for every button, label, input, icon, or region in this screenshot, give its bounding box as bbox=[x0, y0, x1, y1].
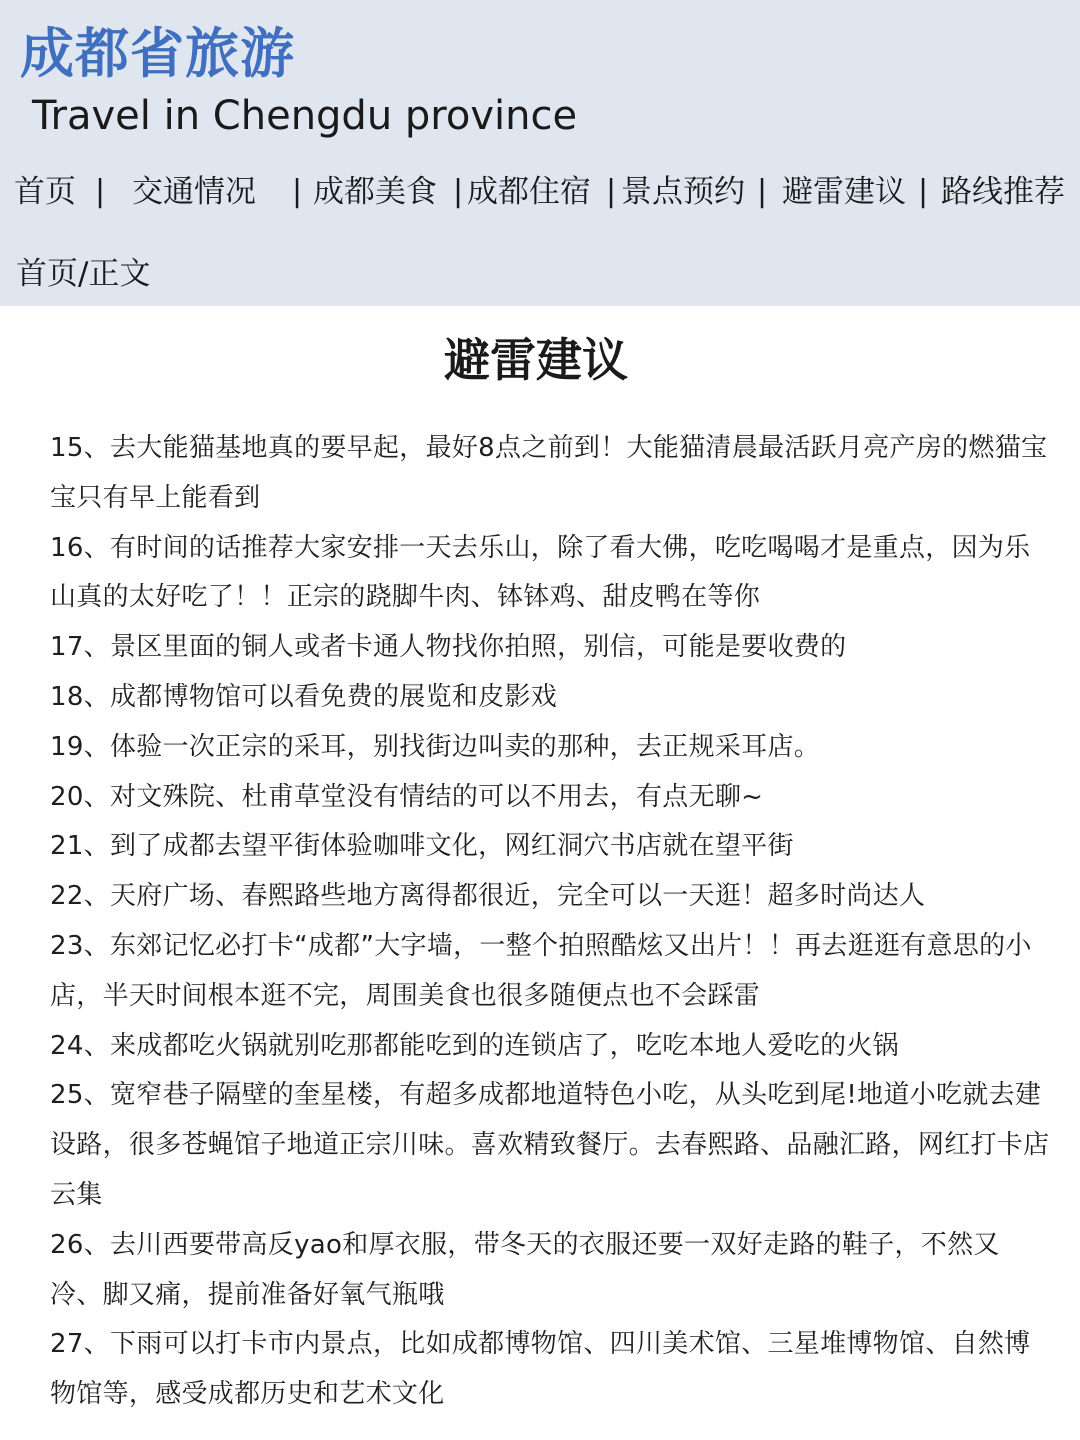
list-item: 15、去大能猫基地真的要早起，最好8点之前到！大能猫清晨最活跃月亮产房的燃猫宝宝只有早上能看到 bbox=[50, 433, 1048, 513]
nav-separator: | bbox=[918, 174, 929, 209]
list-item: 25、宽窄巷子隔壁的奎星楼，有超多成都地道特色小吃，从头吃到尾!地道小吃就去建设路，很多苍蝇馆子地道正宗川味。喜欢精致餐厅。去春熙路、品融汇路，网红打卡店云集 bbox=[50, 1080, 1050, 1210]
list-item: 21、到了成都去望平街体验咖啡文化，网红洞穴书店就在望平街 bbox=[50, 831, 794, 862]
list-item: 18、成都博物馆可以看免费的展览和皮影戏 bbox=[50, 681, 558, 712]
nav-separator: | bbox=[757, 174, 768, 209]
nav-separator: | bbox=[606, 174, 617, 209]
nav-item-booking[interactable]: 景点预约 bbox=[621, 174, 745, 210]
main-nav bbox=[0, 160, 1080, 224]
nav-item-lodging[interactable]: 成都住宿 bbox=[467, 174, 591, 210]
nav-item-food[interactable]: 成都美食 bbox=[313, 174, 437, 210]
list-item: 16、有时间的话推荐大家安排一天去乐山，除了看大佛，吃吃喝喝才是重点，因为乐山真的太好吃了！！正宗的跷脚牛肉、钵钵鸡、甜皮鸭在等你 bbox=[50, 532, 1031, 613]
nav-separator: | bbox=[292, 174, 303, 209]
nav-separator: | bbox=[453, 174, 464, 209]
list-item: 17、景区里面的铜人或者卡通人物找你拍照，别信，可能是要收费的 bbox=[50, 632, 847, 663]
page-title: 避雷建议 bbox=[444, 333, 628, 387]
nav-item-tips[interactable]: 避雷建议 bbox=[782, 174, 906, 210]
nav-item-routes[interactable]: 路线推荐 bbox=[941, 174, 1065, 210]
breadcrumb[interactable]: 首页/正文 bbox=[16, 256, 151, 292]
list-item: 20、对文殊院、杜甫草堂没有情结的可以不用去，有点无聊~ bbox=[50, 781, 764, 812]
list-item: 23、东郊记忆必打卡“成都”大字墙，一整个拍照酷炫又出片！！再去逛逛有意思的小店，半天时间根本逛不完，周围美食也很多随便点也不会踩雷 bbox=[50, 930, 1032, 1011]
nav-item-home[interactable]: 首页 bbox=[14, 174, 76, 210]
site-title[interactable]: 成都省旅游 bbox=[20, 22, 295, 85]
tips-list bbox=[50, 424, 1050, 1420]
list-item: 26、去川西要带高反yao和厚衣服，带冬天的衣服还要一双好走路的鞋子，不然又冷、脚又痛，提前准备好氧气瓶哦 bbox=[50, 1229, 1000, 1310]
list-item: 22、天府广场、春熙路些地方离得都很近，完全可以一天逛！超多时尚达人 bbox=[50, 881, 926, 912]
list-item: 19、体验一次正宗的采耳，别找街边叫卖的那种，去正规采耳店。 bbox=[50, 731, 821, 762]
list-item: 27、下雨可以打卡市内景点，比如成都博物馆、四川美术馆、三星堆博物馆、自然博物馆等，感受成都历史和艺术文化 bbox=[50, 1329, 1031, 1410]
site-header bbox=[0, 0, 1080, 306]
site-subtitle: Travel in Chengdu province bbox=[32, 93, 578, 139]
list-item: 24、来成都吃火锅就别吃那都能吃到的连锁店了，吃吃本地人爱吃的火锅 bbox=[50, 1030, 899, 1061]
nav-item-transport[interactable]: 交通情况 bbox=[132, 174, 256, 210]
nav-separator: | bbox=[95, 174, 106, 209]
